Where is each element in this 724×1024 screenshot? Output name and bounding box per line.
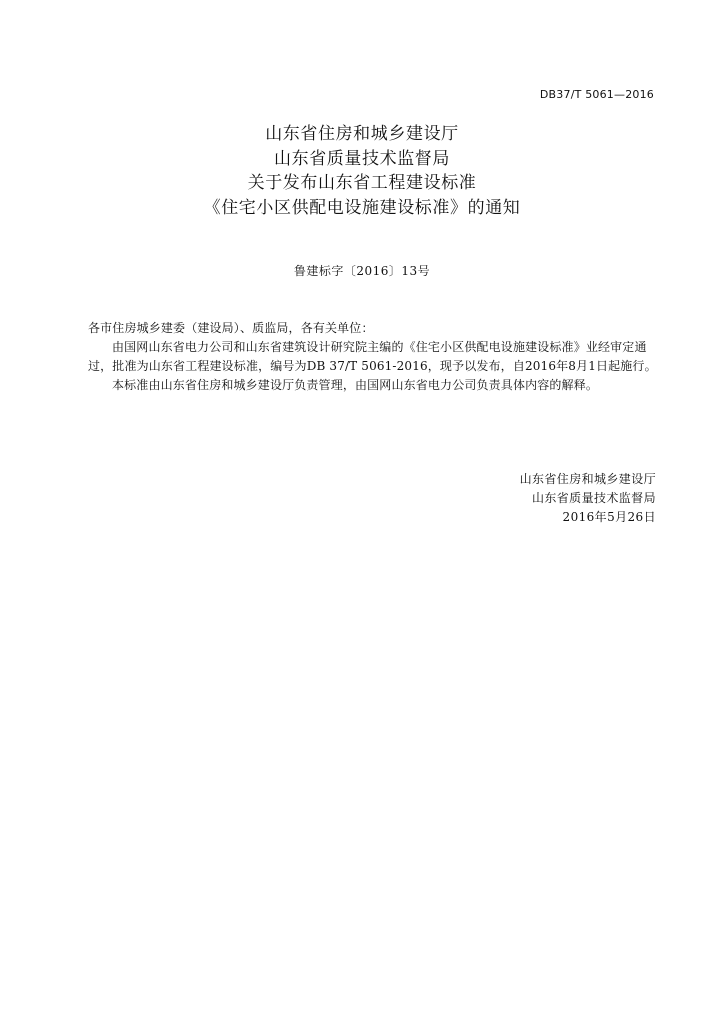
- notice-title: [0, 122, 724, 220]
- title-line-standard-name: 《住宅小区供配电设施建设标准》的通知: [203, 197, 521, 218]
- issue-date: 2016年5月26日: [562, 510, 656, 524]
- document-number: 鲁建标字〔2016〕13号: [293, 264, 431, 278]
- signature-block: [520, 470, 656, 527]
- salutation: 各市住房城乡建委（建设局）、质监局，各有关单位：: [88, 321, 374, 335]
- title-line-issuer-1: 山东省住房和城乡建设厅: [265, 124, 459, 144]
- standard-code: DB37/T 5061—2016: [539, 88, 654, 101]
- issuer-name: 山东省质量技术监督局: [531, 491, 656, 505]
- issuer-name: 山东省住房和城乡建设厅: [519, 472, 656, 486]
- body-paragraph: 本标准由山东省住房和城乡建设厅负责管理，由国网山东省电力公司负责具体内容的解释。: [112, 378, 599, 392]
- title-line-issuer-2: 山东省质量技术监督局: [274, 148, 450, 169]
- notice-body: [88, 319, 658, 395]
- body-paragraph: 由国网山东省电力公司和山东省建筑设计研究院主编的《住宅小区供配电设施建设标准》业经审定通过，批准为山东省工程建设标准，编号为DB 37/T 5061-2016，现予以发布，自2016年8月1日起施行。: [88, 340, 657, 373]
- title-line-subject: 关于发布山东省工程建设标准: [247, 173, 477, 193]
